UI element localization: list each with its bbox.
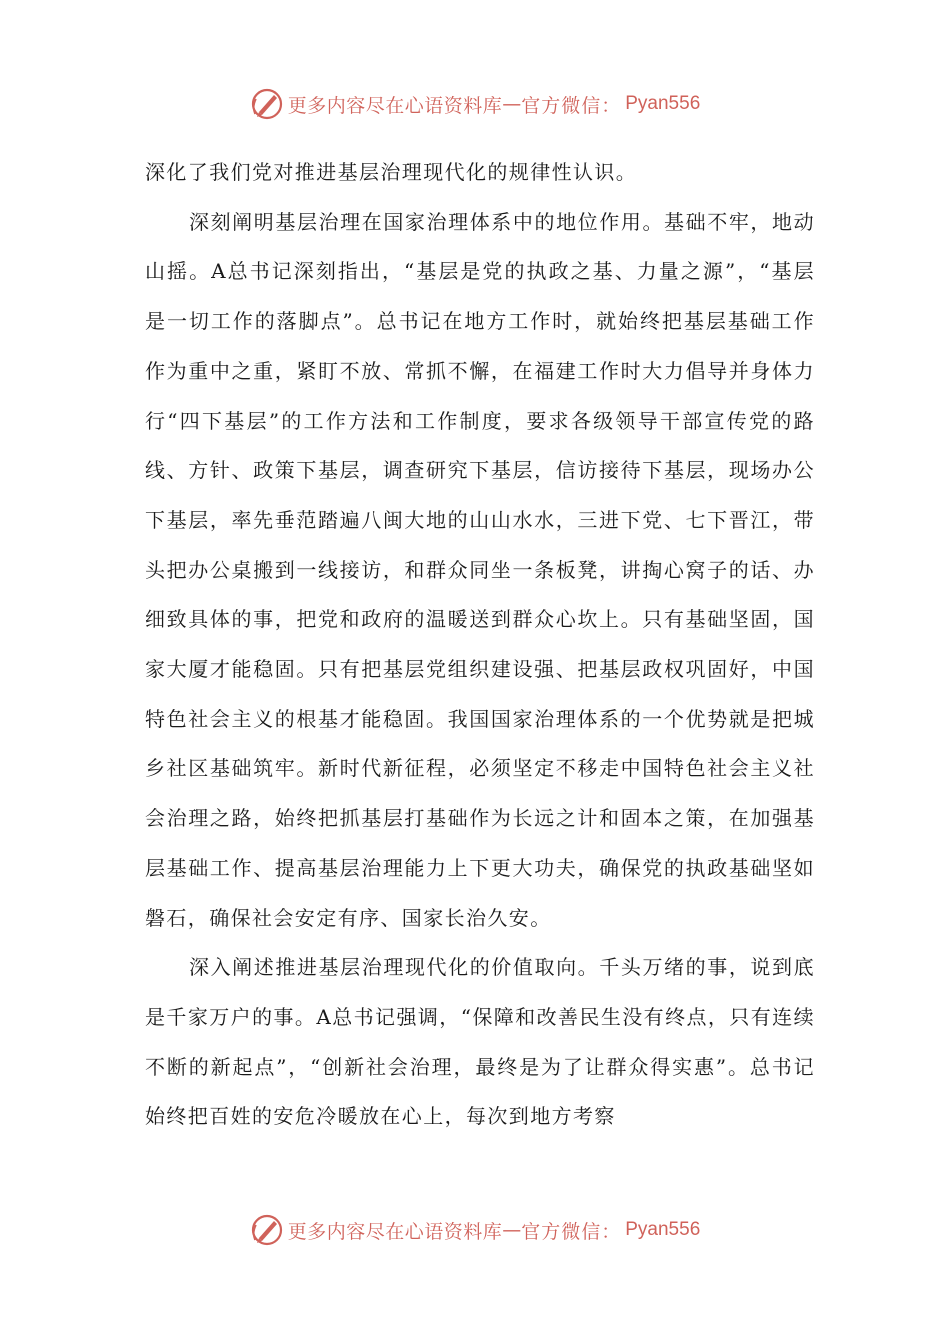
banner-library-text: 更多内容尽在心语资料库 [287, 94, 503, 117]
banner-library-text: 更多内容尽在心语资料库 [287, 1220, 503, 1243]
paragraph-continued: 深化了我们党对推进基层治理现代化的规律性认识。 [145, 160, 638, 184]
footer-watermark-banner [0, 1210, 950, 1250]
banner-wechat-id: Pyan556 [625, 1219, 701, 1240]
banner-wechat-label: 官方微信： [521, 1220, 622, 1243]
document-body [145, 148, 815, 1142]
banner-dash: — [502, 93, 522, 115]
banner-dash: — [502, 1219, 522, 1241]
banner-wechat-id: Pyan556 [625, 93, 701, 114]
paragraph-value-orientation: 深入阐述推进基层治理现代化的价值取向。千头万绪的事，说到底是千家万户的事。A总书记强调，“保障和改善民生没有终点，只有连续不断的新起点”，“创新社会治理，最终是为了让群众得实惠”。总书记始终把百姓的安危冷暖放在心上，每次到地方考察 [145, 955, 815, 1129]
banner-wechat-label: 官方微信： [521, 94, 622, 117]
paragraph-grassroots-foundation: 深刻阐明基层治理在国家治理体系中的地位作用。基础不牢，地动山摇。A总书记深刻指出，“基层是党的执政之基、力量之源”，“基层是一切工作的落脚点”。总书记在地方工作时，就始终把基层基础工作作为重中之重，紧盯不放、常抓不懈，在福建工作时大力倡导并身体力行“四下基层”的工作方法和工作制度，要求各级领导干部宣传党的路线、方针、政策下基层，调查研究下基层，信访接待下基层，现场办公下基层，率先垂范踏遍八闽大地的山山水水，三进下党、七下晋江，带头把办公桌搬到一线接访，和群众同坐一条板凳，讲掏心窝子的话、办细致具体的事，把党和政府的温暖送到群众心坎上。只有基础坚固，国家大厦才能稳固。只有把基层党组织建设强、把基层政权巩固好，中国特色社会主义的根基才能稳固。我国国家治理体系的一个优势就是把城乡社区基础筑牢。新时代新征程，必须坚定不移走中国特色社会主义社会治理之路，始终把抓基层打基础作为长远之计和固本之策，在加强基层基础工作、提高基层治理能力上下更大功夫，确保党的执政基础坚如磐石，确保社会安定有序、国家长治久安。 [145, 209, 815, 930]
pen-logo-icon [250, 87, 284, 121]
pen-logo-icon [250, 1213, 284, 1247]
header-watermark-banner [0, 84, 950, 124]
